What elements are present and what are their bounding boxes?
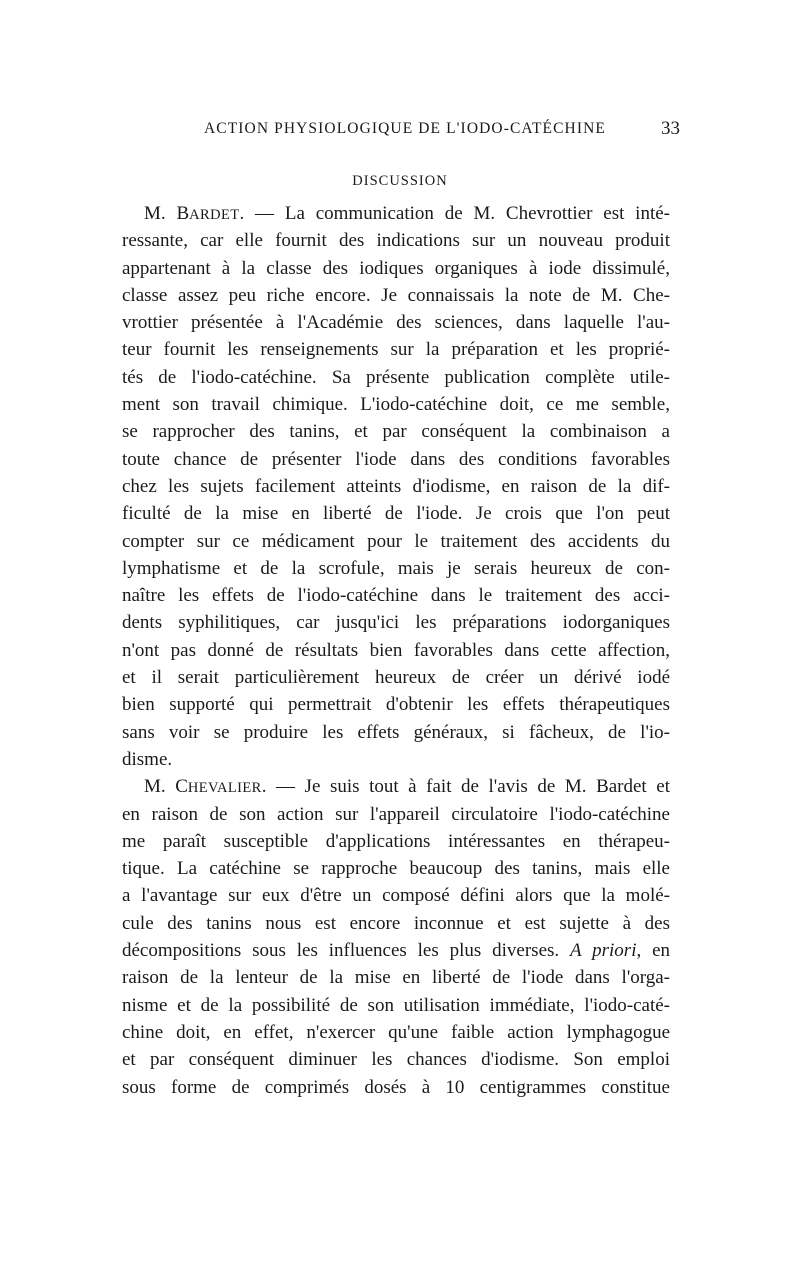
text-line: lymphatisme et de la scrofule, mais je serais heureux de con- [122,557,670,579]
text-line: ressante, car elle fournit des indications sur un nouveau produit [122,230,670,252]
text-line: bien supporté qui permettrait d'obtenir les effets thérapeutiques [122,694,670,716]
text-line: vrottier présentée à l'Académie des sciences, dans laquelle l'au- [122,312,670,334]
text-line: me paraît susceptible d'applications intéressantes en thérapeu- [122,830,670,852]
text-line: n'ont pas donné de résultats bien favorables dans cette affection, [122,639,670,661]
text-line: sans voir se produire les effets généraux, si fâcheux, de l'io- [122,721,670,743]
text-line: appartenant à la classe des iodiques organiques à iode dissimulé, [122,257,670,279]
speaker-name [144,776,262,797]
speaker-name [144,203,239,224]
text-line: classe assez peu riche encore. Je connaissais la note de M. Che- [122,284,670,306]
text-line: disme. [122,748,173,770]
text-line: compter sur ce médicament pour le traitement des accidents du [122,530,670,552]
page-number: 33 [661,118,680,139]
line-text: , en [636,940,671,962]
speaker-rest: HEVALIER [187,780,262,797]
latin-phrase: A priori [570,940,637,962]
text-line: naître les effets de l'iodo-catéchine dans le traitement des acci- [122,585,670,607]
running-head [120,116,680,142]
line-text: . — La communication de M. Chevrottier est inté- [239,203,670,224]
section-heading: DISCUSSION [352,173,448,189]
text-line: teur fournit les renseignements sur la préparation et les proprié- [122,339,670,361]
text-line: raison de la lenteur de la mise en liberté de l'iode dans l'orga- [122,967,670,989]
text-line: chez les sujets facilement atteints d'iodisme, en raison de la dif- [122,475,670,497]
text-line: se rapprocher des tanins, et par conséquent la combinaison a [122,421,670,443]
text-line: tés de l'iodo-catéchine. Sa présente publication complète utile- [122,366,670,388]
text-line: cule des tanins nous est encore inconnue et est sujette à des [122,912,670,934]
body-text [122,200,670,1101]
text-line: sous forme de comprimés dosés à 10 centigrammes constitue [122,1076,670,1098]
text-line: chine doit, en effet, n'exercer qu'une faible action lymphagogue [122,1021,670,1043]
text-line: ment son travail chimique. L'iodo-catéchine doit, ce me semble, [122,394,670,416]
text-line: dents syphilitiques, car jusqu'ici les préparations iodorganiques [122,612,670,634]
text-line [122,200,670,227]
text-line: et par conséquent diminuer les chances d'iodisme. Son emploi [122,1049,670,1071]
speaker-initial: M. B [144,203,190,224]
line-text: . — Je suis tout à fait de l'avis de M. Bardet et [261,776,670,798]
text-line [122,773,670,800]
text-line: toute chance de présenter l'iode dans des conditions favorables [122,448,670,470]
text-line: et il serait particulièrement heureux de créer un dérivé iodé [122,667,670,689]
speaker-initial: M. C [144,776,188,798]
line-text: décompositions sous les influences les plus diverses. [122,940,560,962]
text-line: en raison de son action sur l'appareil circulatoire l'iodo-catéchine [122,803,670,825]
text-line: tique. La catéchine se rapproche beaucoup des tanins, mais elle [122,858,670,880]
running-title: ACTION PHYSIOLOGIQUE DE L'IODO-CATÉCHINE [204,120,606,137]
text-line [122,937,670,964]
text-line: ficulté de la mise en liberté de l'iode. Je crois que l'on peut [122,503,670,525]
speaker-rest: ARDET [189,207,240,223]
text-line: nisme et de la possibilité de son utilisation immédiate, l'iodo-caté- [122,994,670,1016]
text-line: a l'avantage sur eux d'être un composé défini alors que la molé- [122,885,670,907]
